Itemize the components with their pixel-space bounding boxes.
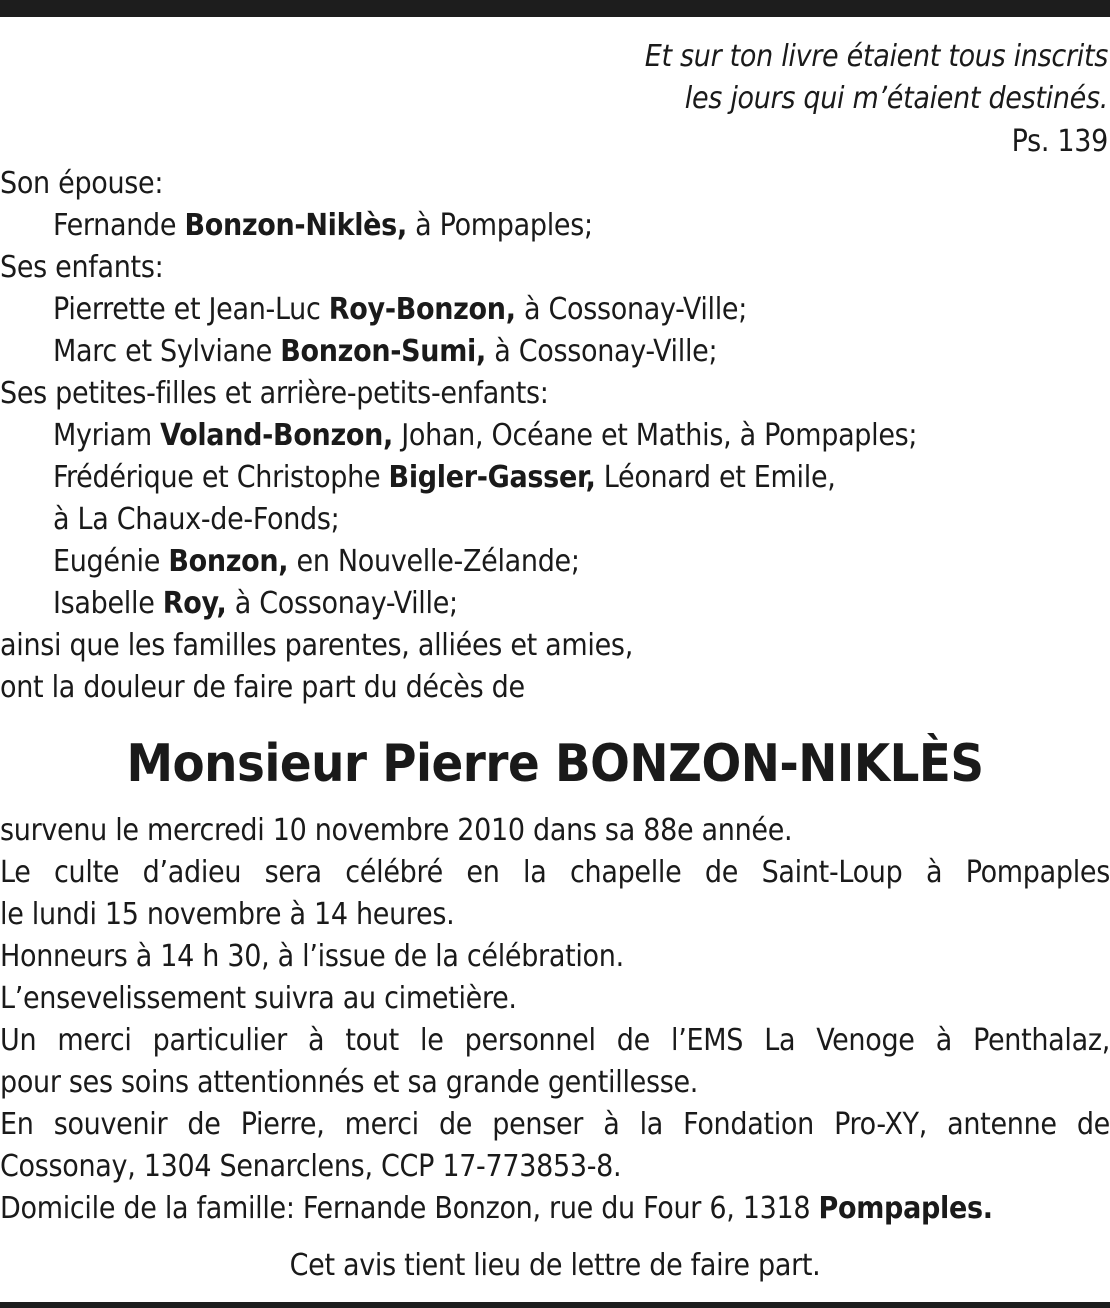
footer-note: Cet avis tient lieu de lettre de faire part.: [289, 1248, 821, 1283]
detail-line: survenu le mercredi 10 novembre 2010 dans sa 88e année.: [0, 813, 793, 848]
detail-line: Cossonay, 1304 Senarclens, CCP 17-773853-8.: [0, 1149, 622, 1184]
grandchildren-heading: Ses petites-filles et arrière-petits-enfants:: [0, 376, 549, 411]
detail-line: Honneurs à 14 h 30, à l’issue de la célébration.: [0, 939, 624, 974]
child-name: Roy-Bonzon,: [328, 292, 516, 327]
spouse-name: Bonzon-Niklès,: [184, 208, 407, 243]
child-entry: Pierrette et Jean-Luc Roy-Bonzon, à Cossonay-Ville;: [53, 292, 748, 327]
announcement-line: ont la douleur de faire part du décès de: [0, 670, 525, 705]
detail-line: le lundi 15 novembre à 14 heures.: [0, 897, 455, 932]
epigraph-line-1: Et sur ton livre étaient tous inscrits: [644, 39, 1108, 74]
relatives-line: ainsi que les familles parentes, alliées et amies,: [0, 628, 633, 663]
child-entry: Marc et Sylviane Bonzon-Sumi, à Cossonay-Ville;: [53, 334, 718, 369]
detail-line: L’ensevelissement suivra au cimetière.: [0, 981, 517, 1016]
top-rule: [0, 0, 1110, 17]
grandchild-name: Bonzon,: [168, 544, 289, 579]
grandchild-name: Bigler-Gasser,: [388, 460, 596, 495]
detail-line: Le culte d’adieu sera célébré en la chapelle de Saint-Loup à Pompaples: [0, 855, 1110, 890]
grandchild-name: Roy,: [162, 586, 227, 621]
grandchild-entry: Myriam Voland-Bonzon, Johan, Océane et Mathis, à Pompaples;: [53, 418, 918, 453]
epigraph-reference: Ps. 139: [1011, 124, 1108, 159]
spouse-entry: Fernande Bonzon-Niklès, à Pompaples;: [53, 208, 593, 243]
grandchild-entry: Eugénie Bonzon, en Nouvelle-Zélande;: [53, 544, 580, 579]
grandchild-entry: Isabelle Roy, à Cossonay-Ville;: [53, 586, 458, 621]
detail-line: En souvenir de Pierre, merci de penser à la Fondation Pro-XY, antenne de: [0, 1107, 1110, 1142]
child-name: Bonzon-Sumi,: [280, 334, 486, 369]
deceased-name: Monsieur Pierre BONZON-NIKLÈS: [126, 734, 984, 794]
bottom-rule: [0, 1302, 1110, 1308]
spouse-heading: Son épouse:: [0, 166, 164, 201]
detail-line: Un merci particulier à tout le personnel de l’EMS La Venoge à Penthalaz,: [0, 1023, 1110, 1058]
grandchild-name: Voland-Bonzon,: [160, 418, 393, 453]
children-heading: Ses enfants:: [0, 250, 164, 285]
detail-line: pour ses soins attentionnés et sa grande gentillesse.: [0, 1065, 699, 1100]
grandchild-entry: à La Chaux-de-Fonds;: [53, 502, 340, 537]
domicile-line: Domicile de la famille: Fernande Bonzon, rue du Four 6, 1318 Pompaples.: [0, 1191, 993, 1226]
grandchild-entry: Frédérique et Christophe Bigler-Gasser, Léonard et Emile,: [53, 460, 836, 495]
domicile-town: Pompaples.: [818, 1191, 993, 1226]
epigraph-line-2: les jours qui m’étaient destinés.: [684, 81, 1108, 116]
